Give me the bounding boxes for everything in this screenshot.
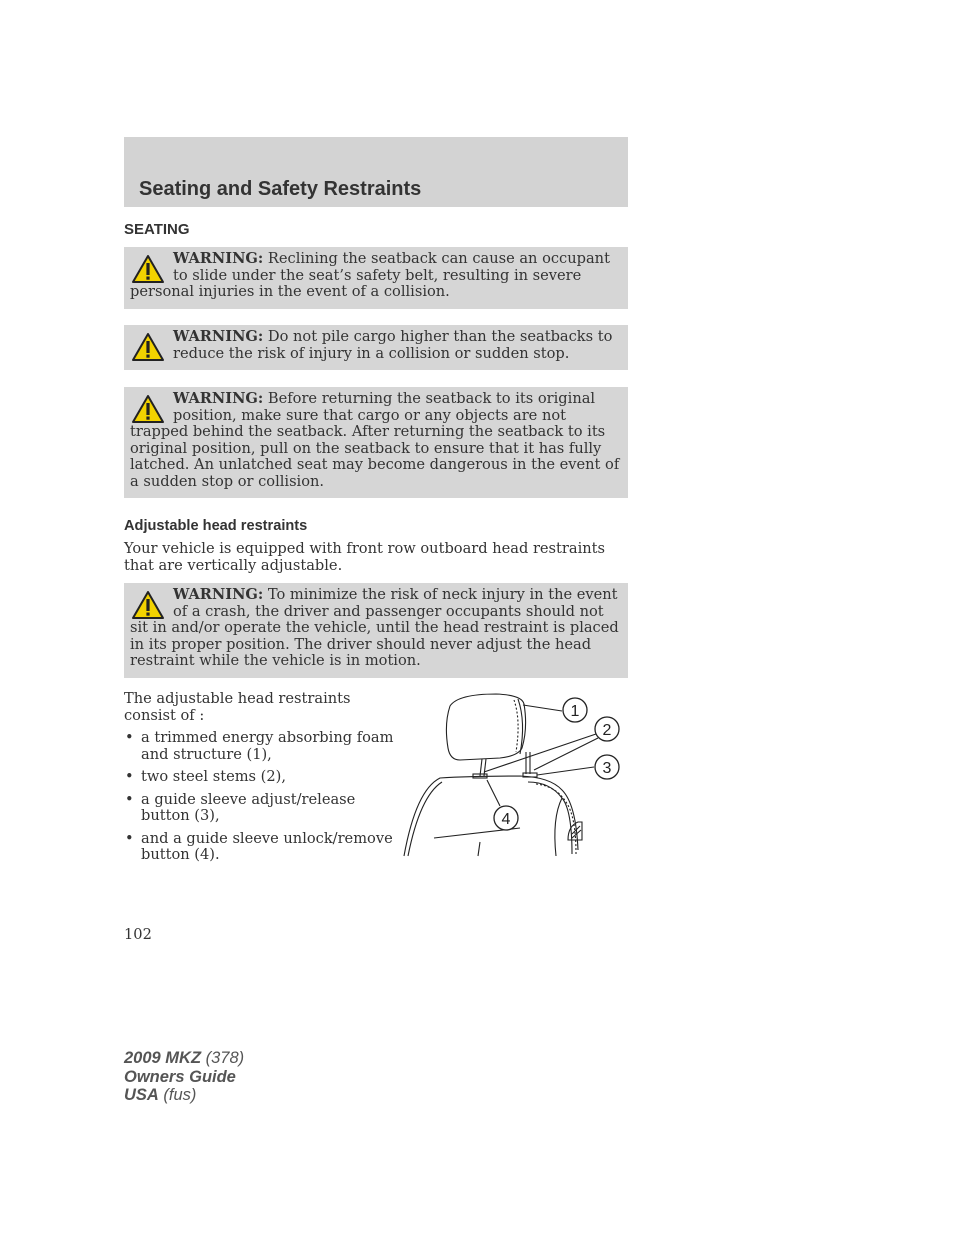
warning-text — [130, 391, 622, 490]
warning-box — [124, 583, 628, 678]
component-list — [124, 730, 394, 870]
callout-4: 4 — [501, 811, 511, 828]
footer-model-code: (378) — [201, 1049, 245, 1067]
page-number: 102 — [124, 926, 152, 943]
warning-body: Before returning the seatback to its original position, make sure that cargo or any objects are not trapped behind the seatback. After returning the seatback to its original position, pull on the seatback to ensure that it has fully latched. An unlatched seat may become dangerous in the event of a sudden stop or collision. — [130, 390, 620, 490]
section-heading: SEATING — [124, 221, 190, 238]
warning-label: WARNING: — [173, 250, 264, 267]
callout-3: 3 — [602, 760, 612, 777]
warning-label: WARNING: — [173, 390, 264, 407]
callout-1: 1 — [570, 703, 580, 720]
subsection-heading: Adjustable head restraints — [124, 518, 308, 534]
list-item: • and a guide sleeve unlock/remove button (4). — [124, 831, 394, 864]
warning-box — [124, 387, 628, 498]
warning-label: WARNING: — [173, 328, 264, 345]
list-item: • a guide sleeve adjust/release button (3), — [124, 792, 394, 825]
footer-guide: Owners Guide — [124, 1067, 236, 1086]
warning-box — [124, 325, 628, 370]
chapter-title: Seating and Safety Restraints — [139, 178, 422, 200]
intro-paragraph: Your vehicle is equipped with front row outboard head restraints that are vertically adjustable. — [124, 540, 606, 574]
list-item: • a trimmed energy absorbing foam and structure (1), — [124, 730, 394, 763]
list-item: • two steel stems (2), — [124, 769, 394, 786]
warning-body: Reclining the seatback can cause an occupant to slide under the seat’s safety belt, resulting in severe personal injuries in the event of a collision. — [130, 250, 610, 300]
warning-triangle-icon — [131, 394, 165, 424]
callout-2: 2 — [602, 722, 612, 739]
document-footer — [124, 1049, 244, 1105]
warning-text — [130, 251, 622, 301]
warning-triangle-icon — [131, 254, 165, 284]
warning-text — [130, 587, 622, 670]
header-band — [124, 137, 628, 207]
warning-triangle-icon — [131, 590, 165, 620]
warning-body: Do not pile cargo higher than the seatbacks to reduce the risk of injury in a collision or sudden stop. — [173, 328, 613, 362]
footer-model: 2009 MKZ — [124, 1049, 202, 1067]
warning-body: To minimize the risk of neck injury in the event of a crash, the driver and passenger occupants should not sit in and/or operate the vehicle, until the head restraint is placed in its proper position. The driver should never adjust the head restraint while the vehicle is in motion. — [130, 586, 619, 669]
head-restraint-illustration — [400, 690, 630, 860]
warning-label: WARNING: — [173, 586, 264, 603]
list-intro: The adjustable head restraints consist of : — [124, 690, 351, 724]
warning-triangle-icon — [131, 332, 165, 362]
footer-market-code: (fus) — [158, 1086, 197, 1104]
warning-text — [130, 329, 622, 362]
footer-market: USA — [124, 1086, 159, 1104]
warning-box — [124, 247, 628, 309]
